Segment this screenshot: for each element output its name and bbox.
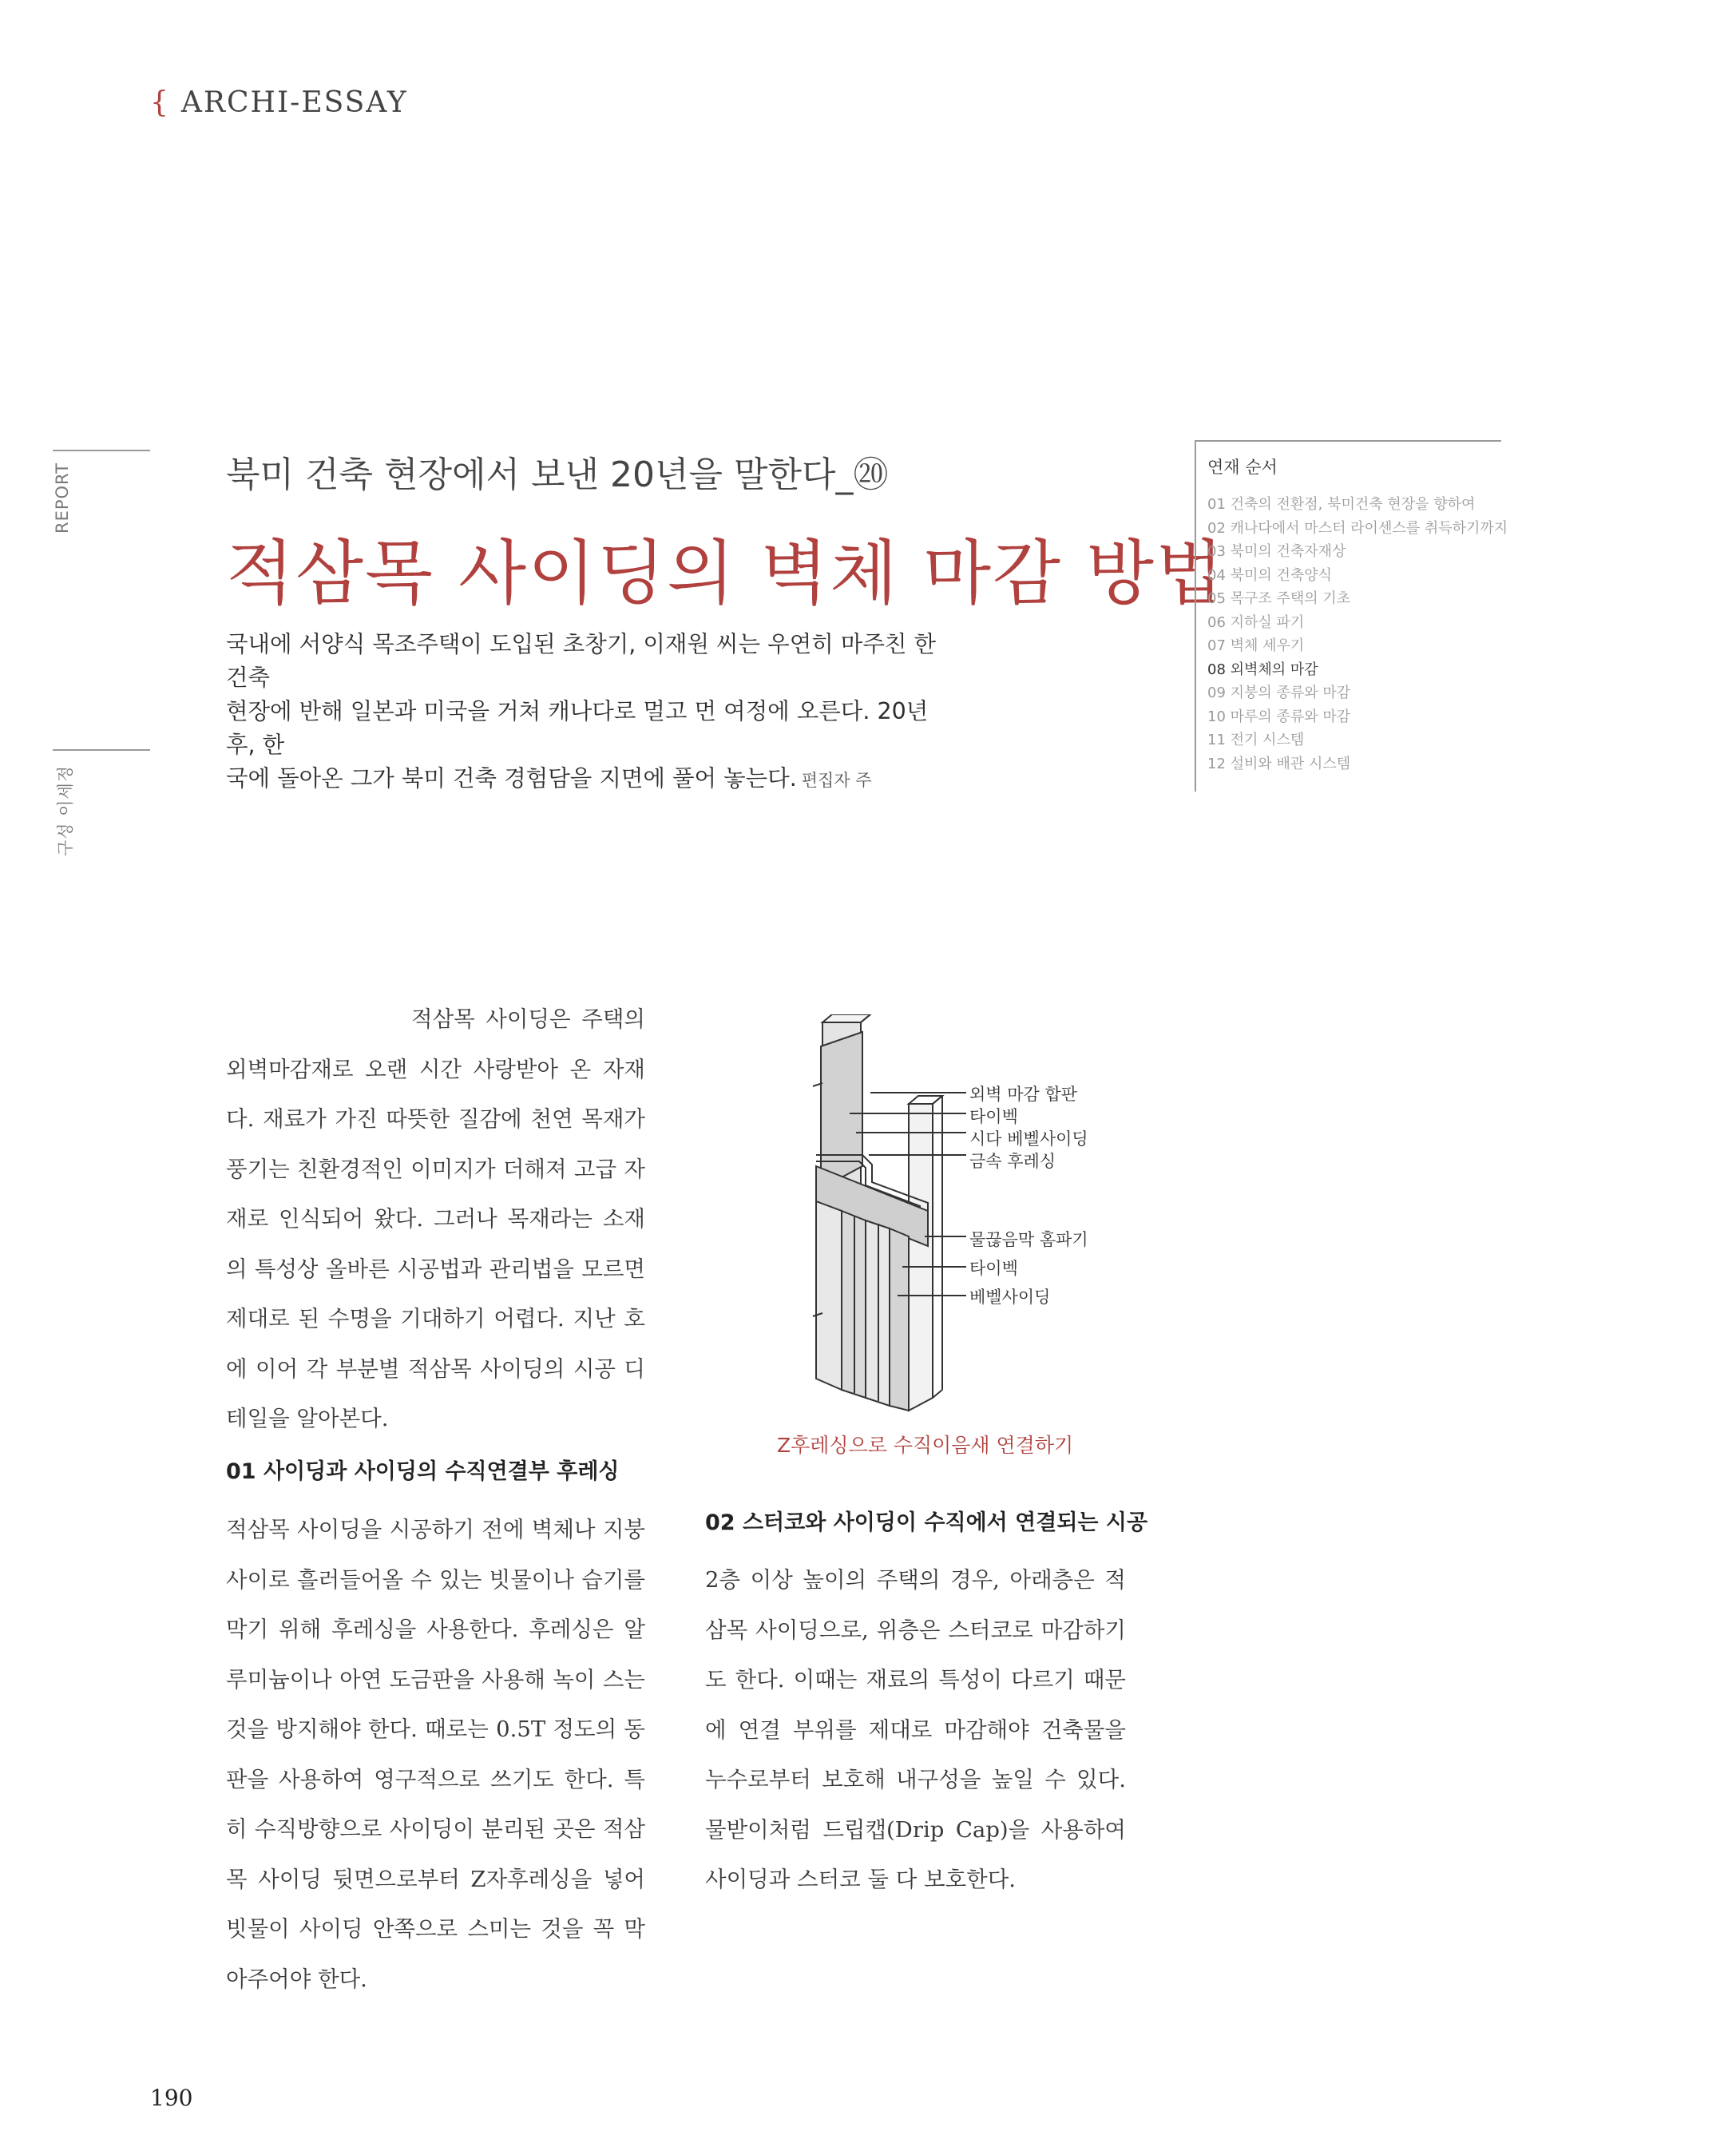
siding-diagram — [783, 1014, 1102, 1414]
editor-note: 편집자 주 — [801, 771, 872, 790]
side-rule-bottom — [53, 749, 150, 751]
lead-line: 국내에 서양식 목조주택이 도입된 초창기, 이재원 씨는 우연히 마주친 한 건축 — [226, 631, 936, 691]
figure-label: 금속 후레싱 — [969, 1152, 1056, 1171]
series-item: 07 벽체 세우기 — [1207, 637, 1305, 654]
series-item: 02 캐나다에서 마스터 라이센스를 취득하기까지 — [1207, 519, 1508, 537]
series-item: 04 북미의 건축양식 — [1207, 566, 1333, 584]
page-number: 190 — [150, 2085, 193, 2111]
figure-label: 시다 베벨사이딩 — [969, 1129, 1088, 1149]
lead-line — [226, 762, 945, 797]
series-list — [1207, 493, 1508, 776]
series-item: 10 마루의 종류와 마감 — [1207, 708, 1351, 725]
report-label: REPORT — [53, 462, 72, 534]
section-2-heading: 02 스터코와 사이딩이 수직에서 연결되는 시공 — [705, 1510, 1148, 1535]
figure-label: 타이벡 — [969, 1107, 1018, 1126]
series-item: 01 건축의 전환점, 북미건축 현장을 향하여 — [1207, 496, 1476, 513]
series-title: 연재 순서 — [1207, 458, 1278, 477]
series-box — [1195, 440, 1508, 792]
article-title: 적삼목 사이딩의 벽체 마감 방법 — [226, 532, 1225, 614]
credit-label: 구성 이세정 — [56, 764, 75, 856]
side-rule-top — [53, 450, 150, 451]
section-1-body: 적삼목 사이딩을 시공하기 전에 벽체나 지붕 사이로 흘러들어올 수 있는 빗물이나 습기를 막기 위해 후레싱을 사용한다. 후레싱은 알루미늄이나 아연 도금판을 사용해 녹이 스는 것을 방지해야 한다. 때로는 0.5T 정도의 동판을 사용하여 영구적으로 쓰기도 한다. 특히 수직방향으로 사이딩이 분리된 곳은 적삼목 사이딩 뒷면으로부터 Z자후레싱을 넣어 빗물이 사이딩 안쪽으로 스미는 것을 꼭 막아주어야 한다. — [226, 1517, 645, 1992]
section-name: ARCHI-ESSAY — [180, 86, 408, 119]
figure-caption: Z후레싱으로 수직이음새 연결하기 — [777, 1434, 1074, 1457]
series-item: 06 지하실 파기 — [1207, 613, 1305, 631]
section-1-heading: 01 사이딩과 사이딩의 수직연결부 후레싱 — [226, 1459, 620, 1484]
series-item: 09 지붕의 종류와 마감 — [1207, 685, 1351, 701]
series-item: 03 북미의 건축자재상 — [1207, 543, 1346, 560]
figure-label: 물끊음막 홈파기 — [969, 1230, 1088, 1249]
siding-diagram-drawing — [783, 1014, 1102, 1414]
intro-paragraph: 적삼목 사이딩은 주택의 외벽마감재로 오랜 시간 사랑받아 온 자재다. 재료가 가진 따뜻한 질감에 천연 목재가 풍기는 친환경적인 이미지가 더해져 고급 자재로 인식되어 왔다. 그러나 목재라는 소재의 특성상 올바른 시공법과 관리법을 모르면 제대로 된 수명을 기대하기 어렵다. 지난 호에 이어 각 부분별 적삼목 사이딩의 시공 디테일을 알아본다. — [226, 1006, 645, 1431]
lead-line: 현장에 반해 일본과 미국을 거쳐 캐나다로 멀고 먼 여정에 오른다. 20년 후, 한 — [226, 698, 929, 758]
series-item: 12 설비와 배관 시스템 — [1207, 755, 1351, 772]
figure-label: 타이벡 — [969, 1259, 1018, 1278]
figure-label: 외벽 마감 합판 — [969, 1085, 1078, 1104]
series-item: 05 목구조 주택의 기초 — [1207, 590, 1351, 607]
article-subtitle: 북미 건축 현장에서 보낸 20년을 말한다_⑳ — [226, 454, 889, 495]
figure-label: 베벨사이딩 — [969, 1288, 1051, 1307]
series-item-current: 08 외벽체의 마감 — [1207, 661, 1318, 678]
article-lead — [226, 628, 945, 797]
section-label — [150, 86, 408, 119]
section-brace: { — [150, 86, 170, 119]
series-item: 11 전기 시스템 — [1207, 732, 1305, 748]
lead-line-text: 국에 돌아온 그가 북미 건축 경험담을 지면에 풀어 놓는다. — [226, 765, 797, 792]
section-2-body: 2층 이상 높이의 주택의 경우, 아래층은 적삼목 사이딩으로, 위층은 스터코로 마감하기도 한다. 이때는 재료의 특성이 다르기 때문에 연결 부위를 제대로 마감해야 건축물을 누수로부터 보호해 내구성을 높일 수 있다. 물받이처럼 드립캡(Drip Cap)을 사용하여 사이딩과 스터코 둘 다 보호한다. — [705, 1567, 1126, 1892]
